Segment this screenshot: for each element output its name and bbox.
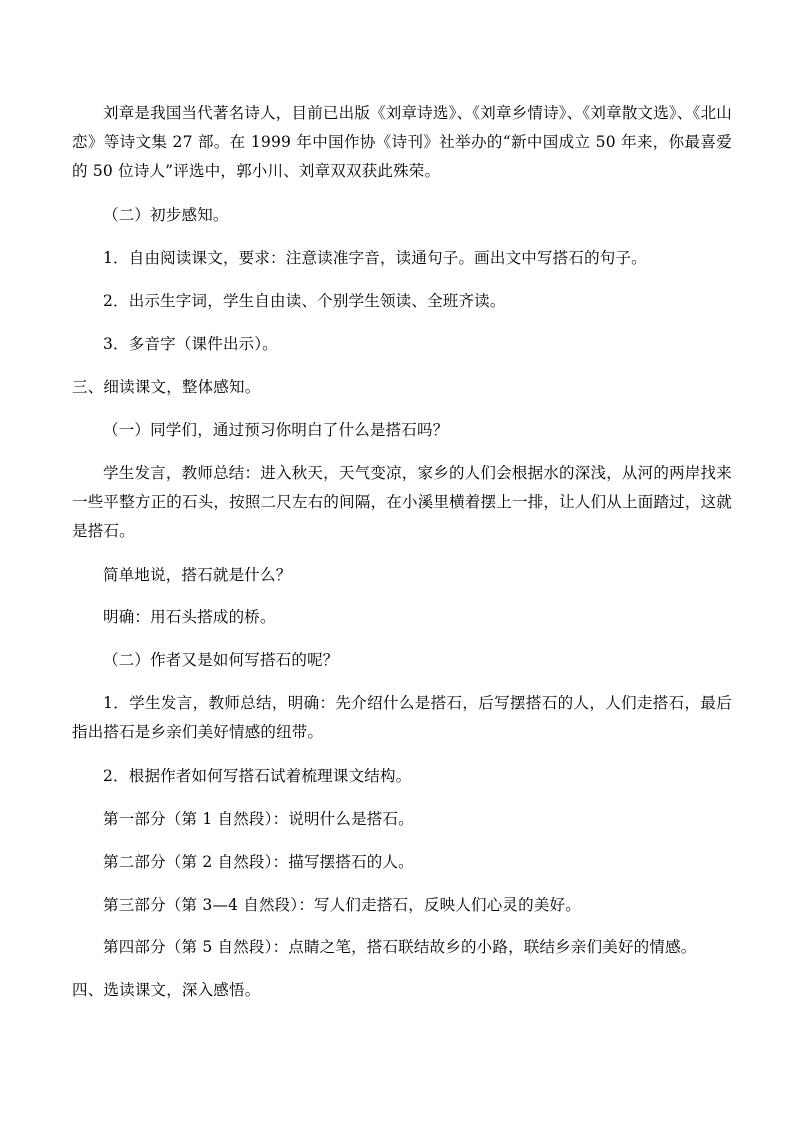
paragraph-part-1: 第一部分（第 1 自然段）：说明什么是搭石。 [103,810,414,828]
paragraph-clarify: 明确：用石头搭成的桥。 [103,608,276,626]
paragraph-polyphonic: 3．多音字（课件出示）。 [103,335,279,353]
paragraph-simple-question: 简单地说，搭石就是什么？ [103,566,292,584]
paragraph-question-1: （一）同学们，通过预习你明白了什么是搭石吗？ [103,421,449,439]
paragraph-part-2: 第二部分（第 2 自然段）：描写摆搭石的人。 [103,853,414,871]
section-heading-4: 四、选读课文，深入感悟。 [72,981,261,999]
section-heading-3: 三、细读课文，整体感知。 [72,378,261,396]
paragraph-author-intro: 刘章是我国当代著名诗人，目前已出版《刘章诗选》、《刘章乡情诗》、《刘章散文选》、《北山恋》等诗文集 27 部。在 1999 年中国作协《诗刊》社举办的“新中国成立 50 年来，你最喜爱的 50 位诗人”评选中，郭小川、刘章双双获此殊荣。 [72,104,732,180]
paragraph-question-2: （二）作者又是如何写搭石的呢？ [103,651,339,669]
paragraph-teacher-summary: 1．学生发言，教师总结，明确：先介绍什么是搭石，后写摆搭石的人，人们走搭石，最后指出搭石是乡亲们美好情感的纽带。 [72,694,732,741]
paragraph-free-reading: 1．自由阅读课文，要求：注意读准字音，读通句子。画出文中写搭石的句子。 [103,249,647,267]
paragraph-part-3: 第三部分（第 3—4 自然段）：写人们走搭石，反映人们心灵的美好。 [103,896,581,914]
paragraph-structure: 2．根据作者如何写搭石试着梳理课文结构。 [103,767,412,785]
paragraph-student-answer: 学生发言，教师总结：进入秋天，天气变凉，家乡的人们会根据水的深浅，从河的两岸找来一些平整方正的石头，按照二尺左右的间隔，在小溪里横着摆上一排，让人们从上面踏过，这就是搭石。 [72,464,732,540]
paragraph-initial-perception: （二）初步感知。 [103,206,229,224]
paragraph-new-words: 2．出示生字词，学生自由读、个别学生领读、全班齐读。 [103,292,506,310]
paragraph-part-4: 第四部分（第 5 自然段）：点睛之笔，搭石联结故乡的小路，联结乡亲们美好的情感。 [103,938,697,956]
